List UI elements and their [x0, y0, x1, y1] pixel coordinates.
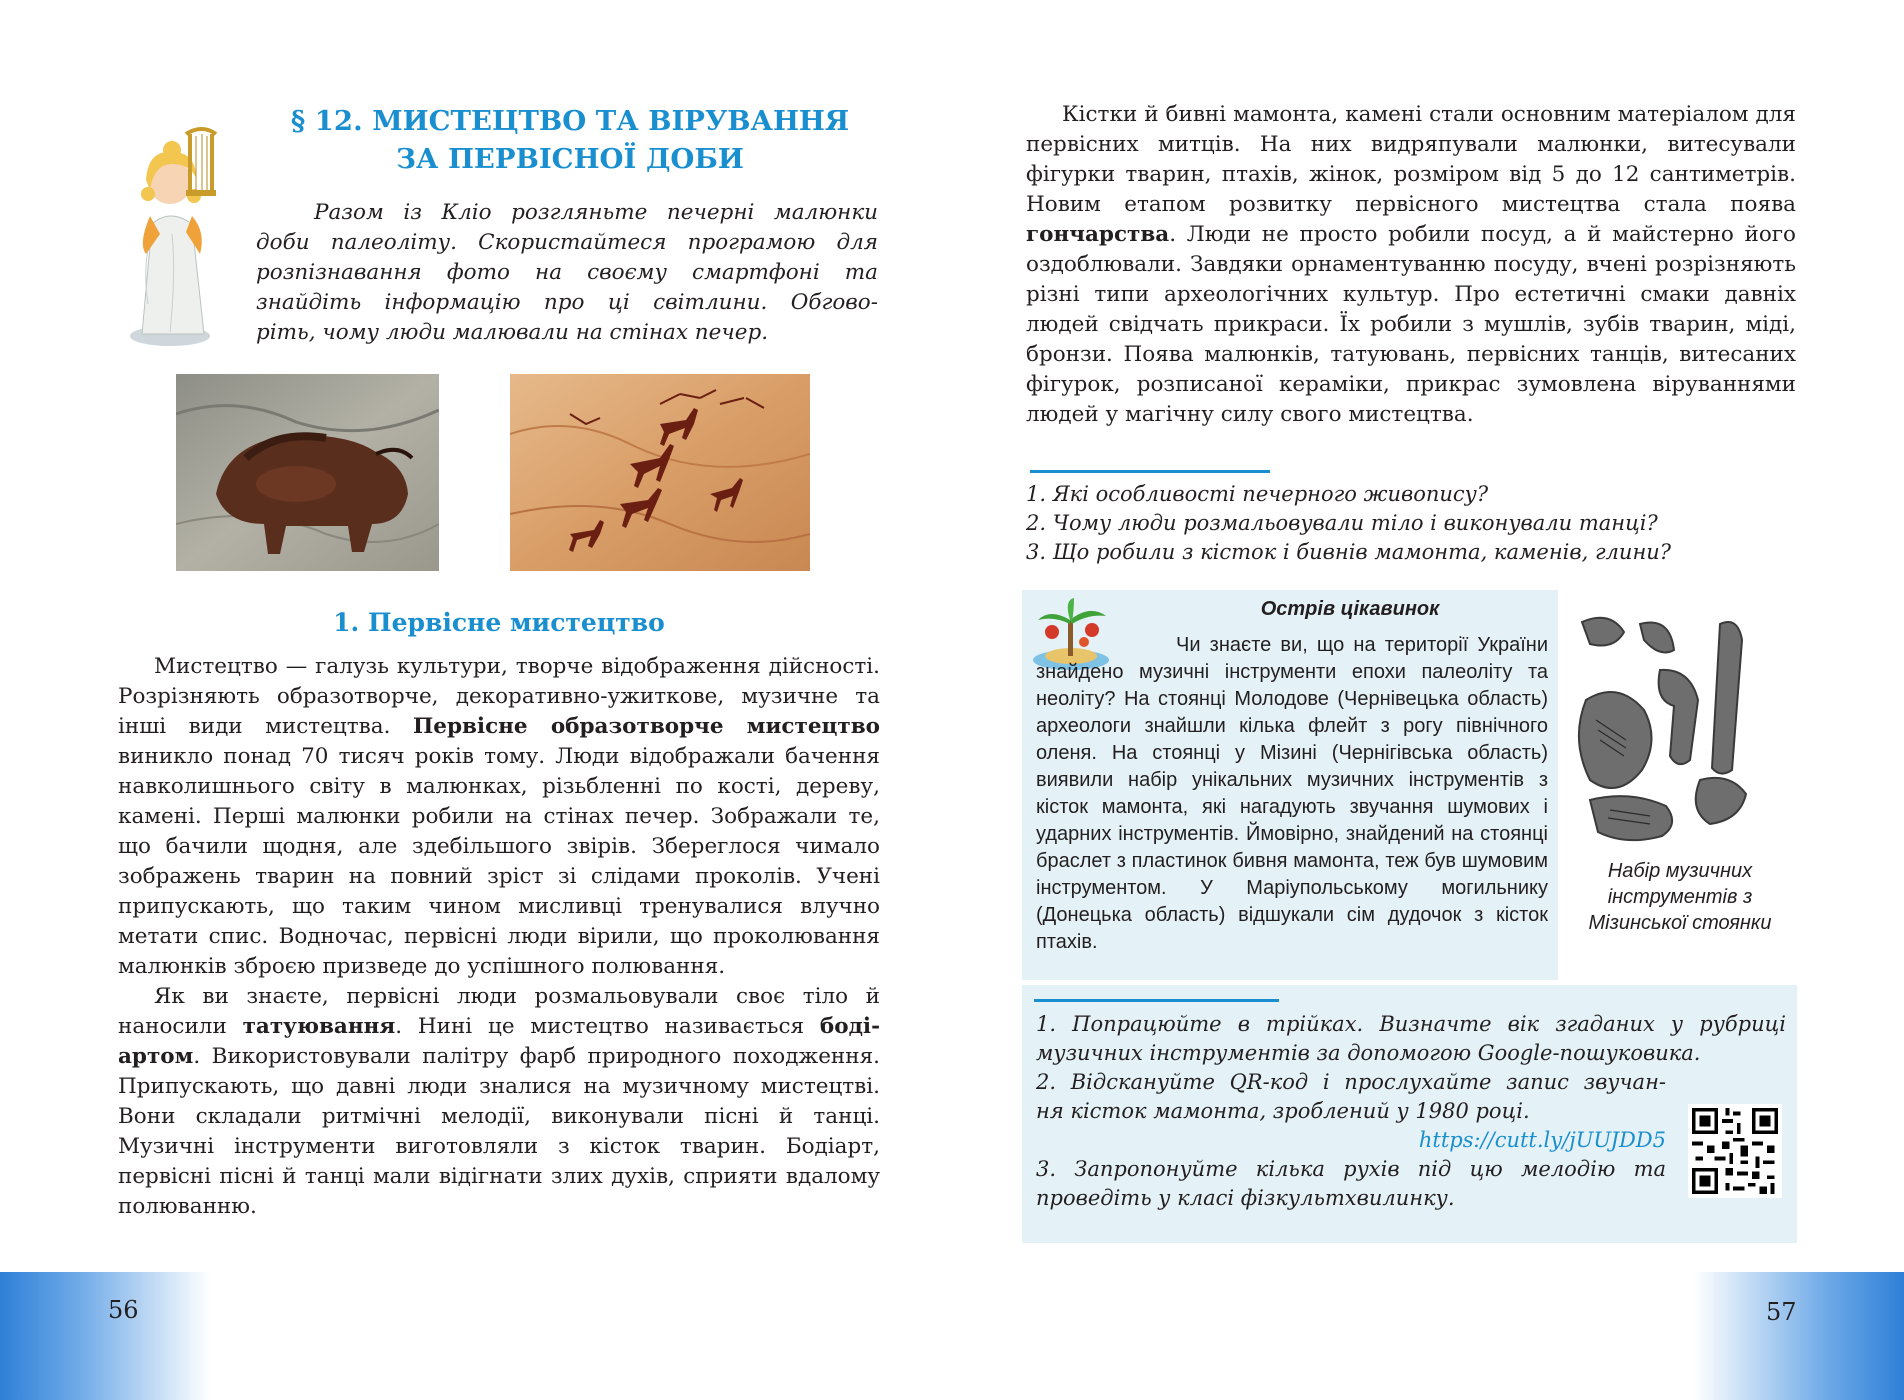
intro-line: доби палеоліту. Скористайтеся програмою для	[256, 230, 878, 255]
text-span: Кістки й бивні мамонта, камені стали основним матеріалом для первісних митців. На них видряпували малюнки, витесували фігурки тварин, птахів, жінок, розміром від 5 до 12 сантиметрів. Новим етапом розвитку первісного мистецтва стала поява	[1026, 102, 1796, 217]
page-number-right: 57	[1766, 1298, 1797, 1326]
tasks-list	[1036, 1010, 1786, 1213]
term-bold: татуювання	[242, 1014, 396, 1039]
caption-line: Набір музичних	[1607, 860, 1753, 882]
section-heading: 1. Первісне мистецтво	[333, 608, 665, 637]
chapter-title-line1: § 12. МИСТЕЦТВО ТА ВІРУВАННЯ	[290, 105, 850, 137]
text-span: Як ви знаєте, первісні люди розмальовували своє тіло й наносили	[118, 984, 880, 1039]
caption-line: Мізинської стоянки	[1588, 912, 1772, 934]
intro-paragraph	[256, 198, 878, 348]
chapter-title	[250, 102, 890, 178]
qr-link-row	[1036, 1126, 1666, 1155]
cave-painting-bison-image	[176, 374, 439, 571]
bone-instruments-image	[1570, 610, 1790, 854]
questions-divider	[1030, 470, 1270, 473]
intro-line: ріть, чому люди малювали на стінах печер.	[256, 320, 769, 345]
paragraph-mammoth-bones	[1026, 100, 1796, 430]
instruments-caption	[1570, 858, 1790, 936]
question-item: 1. Які особливості печерного живопису?	[1026, 482, 1489, 506]
text-span: виникло понад 70 тисяч років тому. Люди відображали бачення навколишнього світу в малюнках, різьбленні по кості, дереву, камені. Перші малюнки робили на стінах печер. Зображали те, що бачили щодня, але здебільшого звірів. Збереглося чимало зображень тварин на повний зріст зі слідами проколів. Учені припускають, що таким чином мисливці тренувалися влучно метати спис. Водночас, первісні люди вірили, що проколювання малюнків зброєю призведе до успішного полювання.	[118, 744, 880, 979]
term-bold: боді-артом	[118, 1014, 880, 1069]
paragraph-primitive-art	[118, 652, 880, 982]
text-span: . Люди не просто робили посуд, а й майстерно його оздоблювали. Завдяки орнаментуванню посуду, вчені розрізняють різні типи археологічних культур. Про естетичні смаки давніх людей свідчать прикраси. Їх робили з мушлів, зубів тварин, міді, бронзи. Поява малюнків, татуювань, первісних танців, витесаних фігурок, розписаної кераміки, прикрас зумовлена віруваннями людей у магічну силу свого мистецтва.	[1026, 222, 1796, 427]
right-footer-band	[1694, 1272, 1904, 1400]
question-item: 2. Чому люди розмальовували тіло і виконували танці?	[1026, 511, 1658, 535]
curiosities-paragraph: Чи знаєте ви, що на території України знайдено музичні інструменти епохи палеоліту та неоліту? На стоянці Молодове (Чернівецька область) археологи знайшли кілька флейт з рогу північного оленя. На стоянці у Мізині (Чернігівська область) виявили набір унікальних музичних інструментів з кісток мамонта, які нагадують звучання шумових і ударних інструментів. Ймовірно, знайдений на стоянці браслет з пластинок бивня мамонта, теж був шумовим інструментом. У Маріупольському могильнику (Донецька область) відшукали сім дудочок з кісток птахів.	[1036, 634, 1548, 953]
curiosities-text	[1036, 632, 1548, 956]
left-body-text	[118, 652, 880, 1222]
qr-link[interactable]: https://cutt.ly/jUUJDD5	[1418, 1128, 1666, 1152]
left-footer-band	[0, 1272, 210, 1400]
qr-code[interactable]	[1688, 1104, 1782, 1198]
text-span: . Нині це мистецтво називається	[395, 1014, 820, 1039]
intro-line: знайдіть інформацію про ці світлини. Обгово-	[256, 290, 878, 315]
task-item: 2. Відскануйте QR-код і прослухайте запис звучан-	[1036, 1070, 1666, 1094]
page-number-left: 56	[108, 1296, 139, 1324]
caption-line: інструментів з	[1607, 886, 1753, 908]
tasks-divider	[1034, 999, 1279, 1002]
task-item: 1. Попрацюйте в трійках. Визначте вік згаданих у рубриці музичних інструментів за допомогою Google-пошуковика.	[1036, 1012, 1786, 1065]
term-bold: Первісне образотворче мистецтво	[412, 714, 880, 739]
curiosities-title: Острів цікавинок	[1260, 598, 1440, 620]
text-span: Мистецтво — галузь культури, творче відображення дійсності. Розрізняють образотворче, декоративно-ужиткове, музичне та інші види мистецтва.	[118, 654, 880, 739]
text-span: . Використовували палітру фарб природного походження. Припускають, що давні люди зналися на музичному мистецтві. Вони складали ритмічні мелодії, виконували пісні й танці. Музичні інструменти виготовляли з кісток тварин. Бодіарт, первісні пісні й танці мали відігнати злих духів, сприяти вдалому полюванню.	[118, 1044, 880, 1219]
term-bold: гончарства	[1026, 222, 1170, 247]
clio-illustration	[112, 104, 242, 350]
intro-line: розпізнавання фото на своєму смартфоні та	[256, 260, 878, 285]
task-item: ня кісток мамонта, зроблений у 1980 році.	[1036, 1099, 1530, 1123]
cave-painting-deer-image	[510, 374, 810, 571]
chapter-title-line2: ЗА ПЕРВІСНОЇ ДОБИ	[396, 143, 744, 175]
review-questions	[1026, 480, 1796, 567]
question-item: 3. Що робили з кісток і бивнів мамонта, каменів, глини?	[1026, 540, 1672, 564]
right-body-text	[1026, 100, 1796, 430]
paragraph-body-art	[118, 982, 880, 1222]
task-item: 3. Запропонуйте кілька рухів під цю мелодію та проведіть у класі фізкультхвилинку.	[1036, 1157, 1666, 1210]
intro-line: Разом із Кліо розгляньте печерні малюнки	[314, 200, 878, 225]
